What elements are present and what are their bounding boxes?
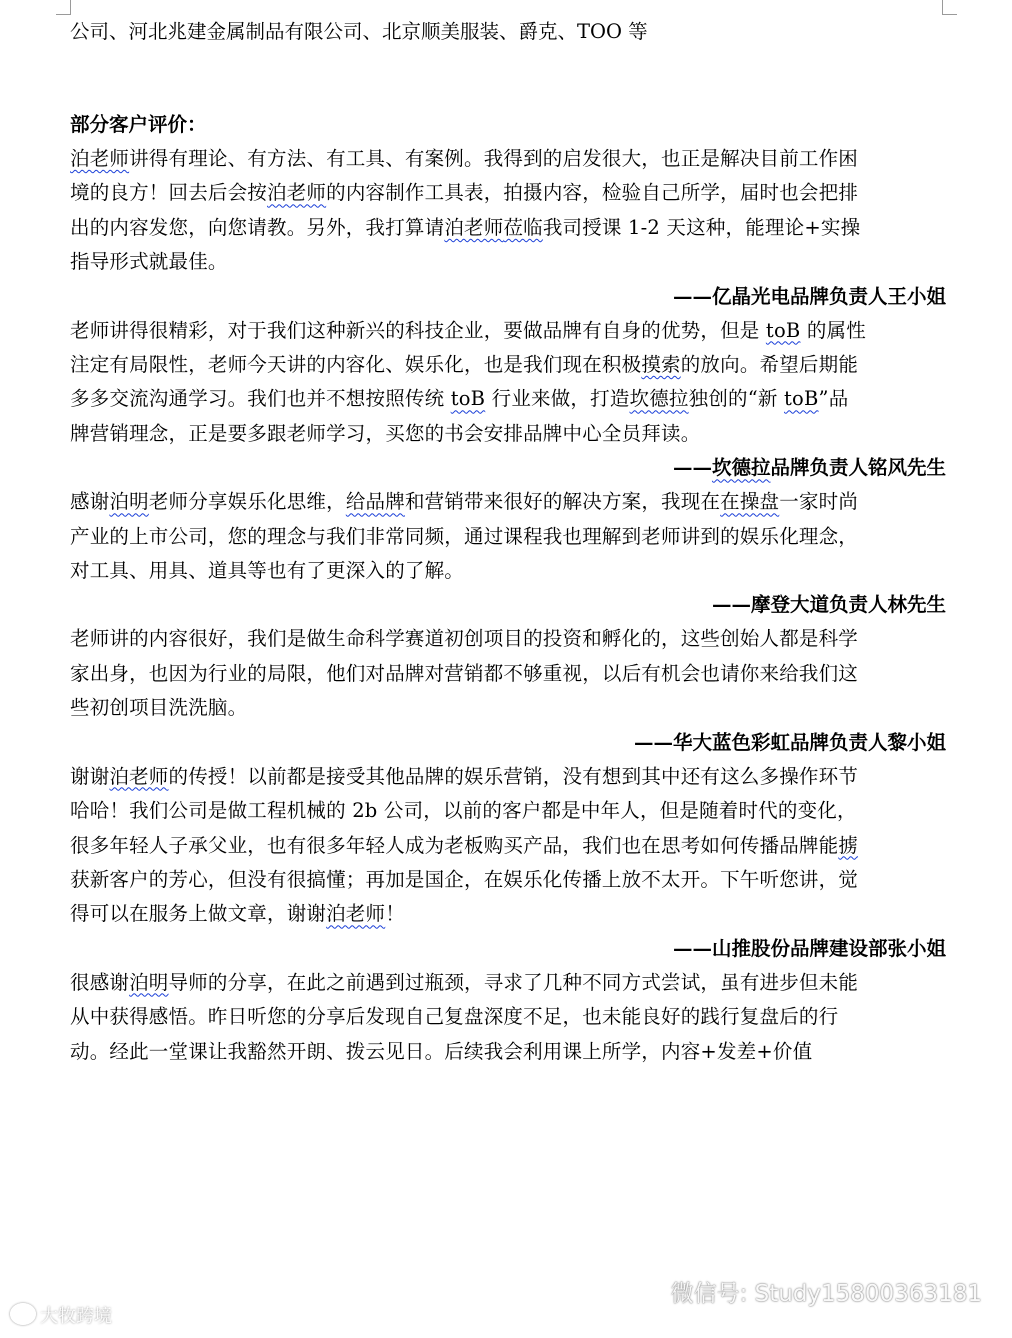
review-line: 感谢泊明老师分享娱乐化思维，给品牌和营销带来很好的解决方案，我现在在操盘一家时尚 — [70, 490, 859, 514]
continued-text-line: 公司、河北兆建金属制品有限公司、北京顺美服装、爵克、TOO 等 — [70, 20, 648, 43]
review-paragraph — [70, 485, 946, 588]
review-line: 些初创项目洗洗脑。 — [70, 696, 248, 720]
brand-logo-icon — [10, 1303, 36, 1325]
review-line: 得可以在服务上做文章，谢谢泊老师！ — [70, 902, 405, 926]
review-attribution: ——亿晶光电品牌负责人王小姐 — [672, 284, 946, 308]
review-line: 谢谢泊老师的传授！以前都是接受其他品牌的娱乐营销，没有想到其中还有这么多操作环节 — [70, 764, 859, 788]
review-paragraph — [70, 314, 946, 452]
review-attribution: ——坎德拉品牌负责人铭风先生 — [672, 456, 946, 480]
review-line: 出的内容发您，向您请教。另外，我打算请泊老师莅临我司授课 1-2 天这种，能理论+实操 — [70, 215, 861, 239]
review-line: 泊老师讲得有理论、有方法、有工具、有案例。我得到的启发很大，也正是解决目前工作困 — [70, 147, 859, 170]
blank-spacing — [70, 52, 946, 108]
review-line: 对工具、用具、道具等也有了更深入的了解。 — [70, 559, 465, 583]
review-line: 哈哈！我们公司是做工程机械的 2b 公司，以前的客户都是中年人，但是随着时代的变化， — [70, 799, 857, 823]
review-line: 获新客户的芳心，但没有很搞懂；再加是国企，在娱乐化传播上放不太开。下午听您讲，觉 — [70, 867, 859, 891]
document-page — [70, 12, 946, 1069]
wechat-watermark: 微信号: Study15800363181 — [670, 1281, 982, 1307]
review-line: 指导形式就最佳。 — [70, 250, 228, 274]
review-line: 产业的上市公司，您的理念与我们非常同频，通过课程我也理解到老师讲到的娱乐化理念， — [70, 524, 859, 548]
review-attribution: ——华大蓝色彩虹品牌负责人黎小姐 — [633, 730, 946, 754]
review-line: 家出身，也因为行业的局限，他们对品牌对营销都不够重视，以后有机会也请你来给我们这 — [70, 661, 859, 685]
section-heading: 部分客户评价： — [70, 113, 207, 136]
review-line: 老师讲得很精彩，对于我们这种新兴的科技企业，要做品牌有自身的优势，但是 toB 的属性 — [70, 318, 866, 342]
review-paragraph — [70, 142, 946, 280]
review-line: 多多交流沟通学习。我们也并不想按照传统 toB 行业来做，打造坎德拉独创的“新 toB”品 — [70, 387, 849, 411]
review-attribution: ——摩登大道负责人林先生 — [711, 593, 946, 617]
review-line: 注定有局限性，老师今天讲的内容化、娱乐化，也是我们现在积极摸索的放向。希望后期能 — [70, 353, 859, 377]
brand-watermark — [10, 1302, 112, 1328]
review-line: 很多年轻人子承父业，也有很多年轻人成为老板购买产品，我们也在思考如何传播品牌能掳 — [70, 833, 859, 857]
review-attribution: ——山推股份品牌建设部张小姐 — [672, 936, 946, 960]
review-line: 老师讲的内容很好，我们是做生命科学赛道初创项目的投资和孵化的，这些创始人都是科学 — [70, 627, 859, 651]
review-paragraph — [70, 622, 946, 725]
review-line: 牌营销理念，正是要多跟老师学习，买您的书会安排品牌中心全员拜读。 — [70, 421, 701, 445]
review-paragraph — [70, 966, 946, 1069]
review-line: 境的良方！回去后会按泊老师的内容制作工具表，拍摄内容，检验自己所学，届时也会把排 — [70, 181, 859, 205]
review-paragraph — [70, 760, 946, 932]
review-line: 很感谢泊明导师的分享，在此之前遇到过瓶颈，寻求了几种不同方式尝试，虽有进步但未能 — [70, 970, 859, 994]
review-line: 动。经此一堂课让我豁然开朗、拨云见日。后续我会利用课上所学，内容+发差+价值 — [70, 1039, 813, 1063]
review-line: 从中获得感悟。昨日听您的分享后发现自己复盘深度不足，也未能良好的践行复盘后的行 — [70, 1005, 839, 1029]
crop-mark-top-left — [56, 0, 71, 15]
brand-watermark-text: 大牧跨境 — [40, 1306, 112, 1327]
